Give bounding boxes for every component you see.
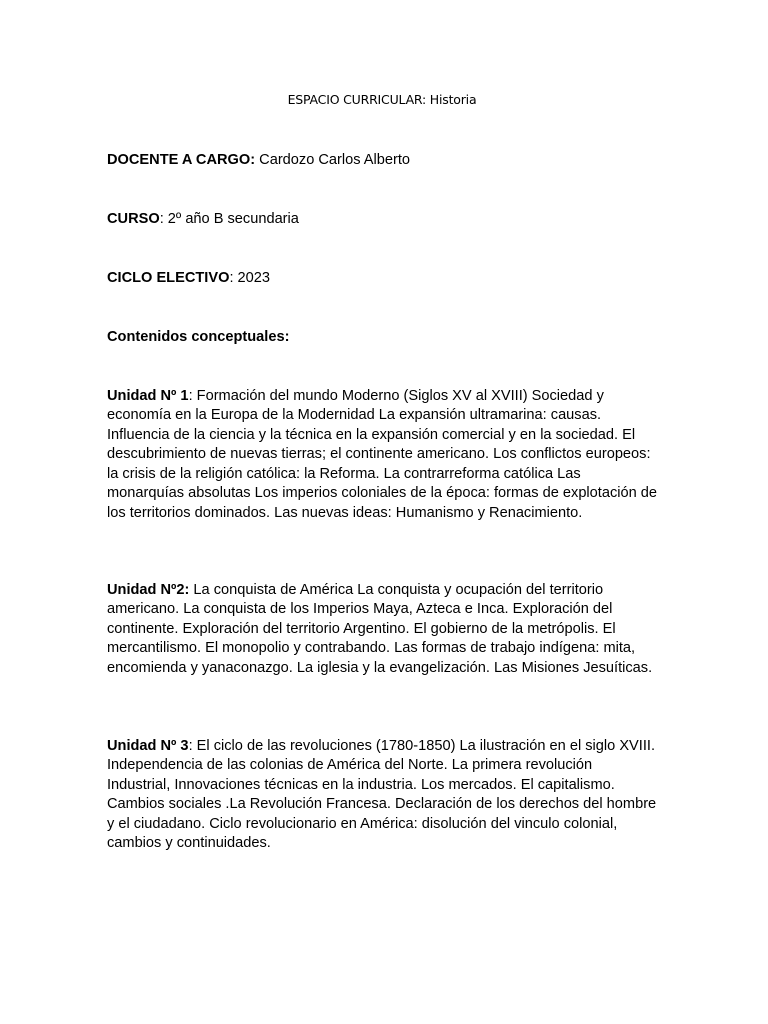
unit-3-paragraph [107,737,659,854]
course-value: : 2º año B secundaria [159,211,299,227]
contents-heading [107,328,289,347]
page-title: ESPACIO CURRICULAR: Historia [287,92,477,107]
cycle-label: CICLO ELECTIVO [107,270,230,286]
unit-1-text: : Formación del mundo Moderno (Siglos XV al XVIII) Sociedad y economía en la Europa de la Modernidad La expansión ultramarina: causas. Influencia de la ciencia y la técnica en la expansión comercial y en la sociedad. El descubrimiento de nuevas tierras; el continente americano. Los conflictos europeos: la crisis de la religión católica: la Reforma. La contrarreforma católica Las monarquías absolutas Los imperios coloniales de la época: formas de explotación de los territorios dominados. Las nuevas ideas: Humanismo y Renacimiento. [107,388,658,521]
unit-3-label: Unidad Nº 3 [107,738,189,754]
course-field [107,210,299,229]
contents-heading-text: Contenidos conceptuales: [107,329,290,345]
unit-2-label: Unidad Nº2: [107,582,190,598]
unit-2-text: La conquista de América La conquista y ocupación del territorio americano. La conquista de los Imperios Maya, Azteca e Inca. Exploración del continente. Exploración del territorio Argentino. El gobierno de la metrópolis. El mercantilismo. El monopolio y contrabando. Las formas de trabajo indígena: mita, encomienda y yanaconazgo. La iglesia y la evangelización. Las Misiones Jesuíticas. [107,582,653,676]
cycle-value: : 2023 [229,270,271,286]
teacher-value: Cardozo Carlos Alberto [255,152,411,168]
unit-3-text: : El ciclo de las revoluciones (1780-1850) La ilustración en el siglo XVIII. Independencia de las colonias de América del Norte. La primera revolución Industrial, Innovaciones técnicas en la industria. Los mercados. El capitalismo. Cambios sociales .La Revolución Francesa. Declaración de los derechos del hombre y el ciudadano. Ciclo revolucionario en América: disolución del vinculo colonial, cambios y continuidades. [107,738,657,852]
unit-2-paragraph [107,581,659,678]
teacher-field [107,151,410,170]
unit-1-label: Unidad Nº 1 [107,388,189,404]
unit-1-paragraph [107,387,659,523]
teacher-label: DOCENTE A CARGO: [107,152,256,168]
course-label: CURSO [107,211,160,227]
cycle-field [107,269,270,288]
